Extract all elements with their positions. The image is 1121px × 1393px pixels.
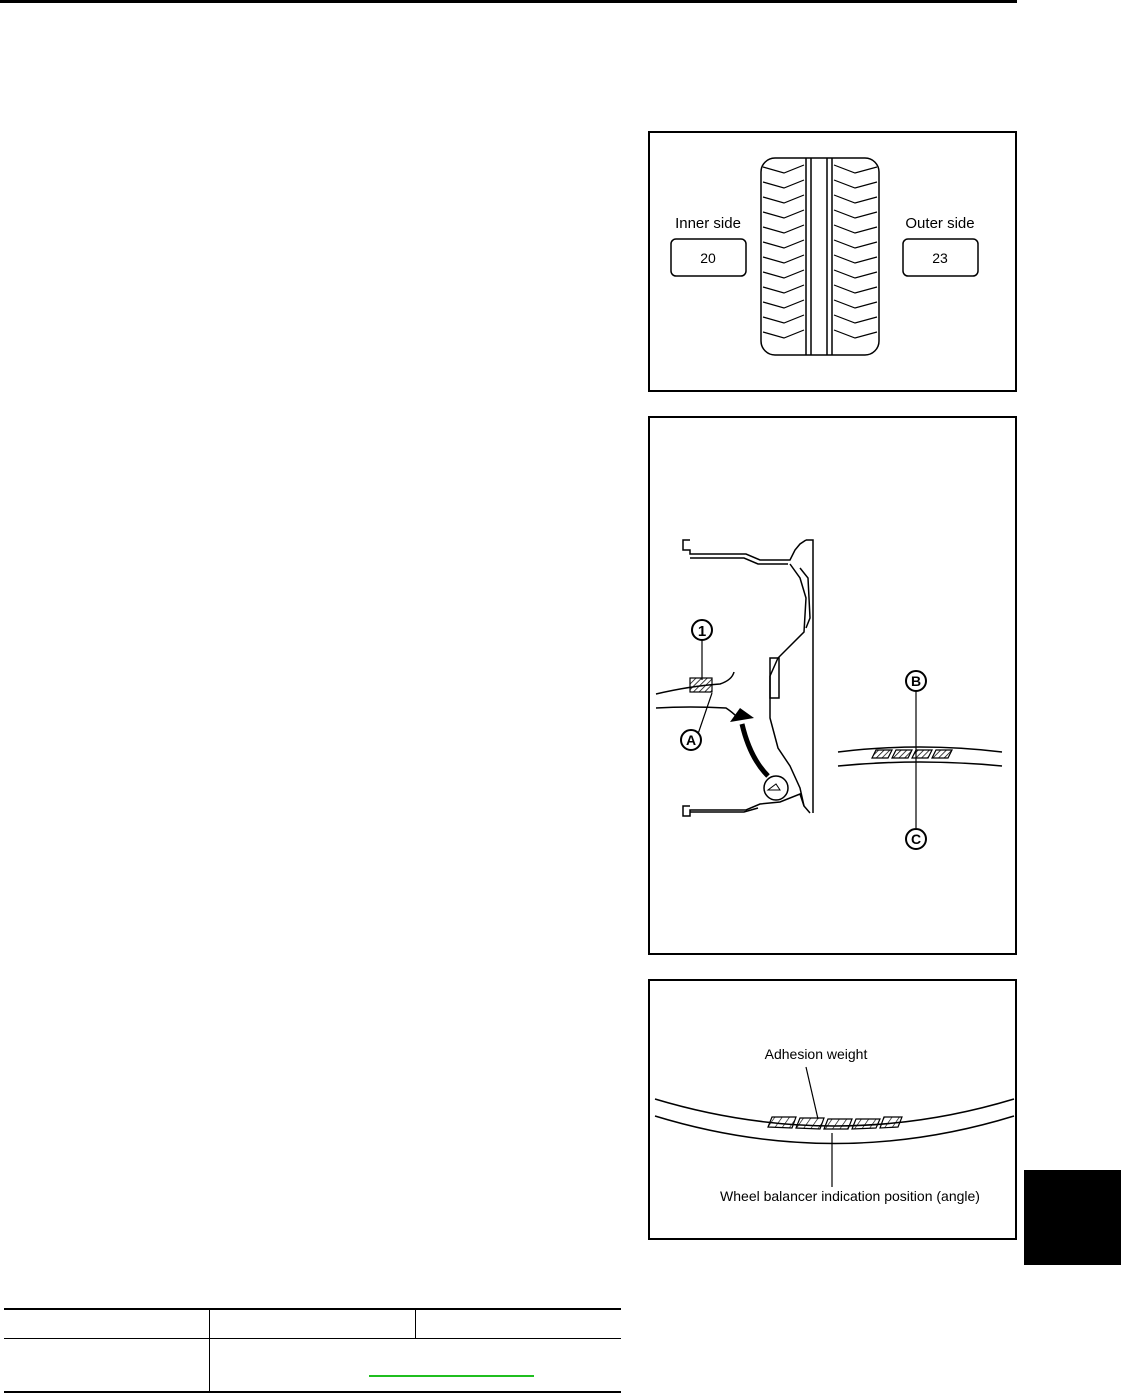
wheel-balancer-position-label: Wheel balancer indication position (angle) bbox=[720, 1188, 980, 1204]
reference-link[interactable] bbox=[369, 1375, 534, 1377]
tire-tread-figure bbox=[648, 131, 1017, 392]
inner-side-label: Inner side bbox=[675, 215, 741, 232]
curved-arrow bbox=[742, 724, 768, 776]
callout-b-label: B bbox=[910, 673, 922, 689]
callout-c-label: C bbox=[910, 831, 922, 847]
inner-side-value: 20 bbox=[700, 250, 716, 266]
header-rule bbox=[0, 0, 1017, 3]
adhesion-weight-blocks bbox=[768, 1117, 902, 1129]
outer-side-label: Outer side bbox=[905, 215, 975, 232]
callout-1-label: 1 bbox=[697, 623, 707, 640]
arrow-head bbox=[730, 708, 754, 722]
tire-tread-drawing bbox=[761, 158, 879, 355]
adhesion-weight-figure bbox=[648, 979, 1017, 1240]
wheel-weight-figure bbox=[648, 416, 1017, 955]
wheel-cross-section bbox=[656, 540, 813, 816]
balance-weight-detail bbox=[872, 750, 952, 758]
adhesion-weight-label: Adhesion weight bbox=[764, 1046, 868, 1062]
outer-side-value: 23 bbox=[932, 250, 948, 266]
section-tab bbox=[1024, 1170, 1121, 1265]
callout-a-label: A bbox=[685, 732, 697, 748]
